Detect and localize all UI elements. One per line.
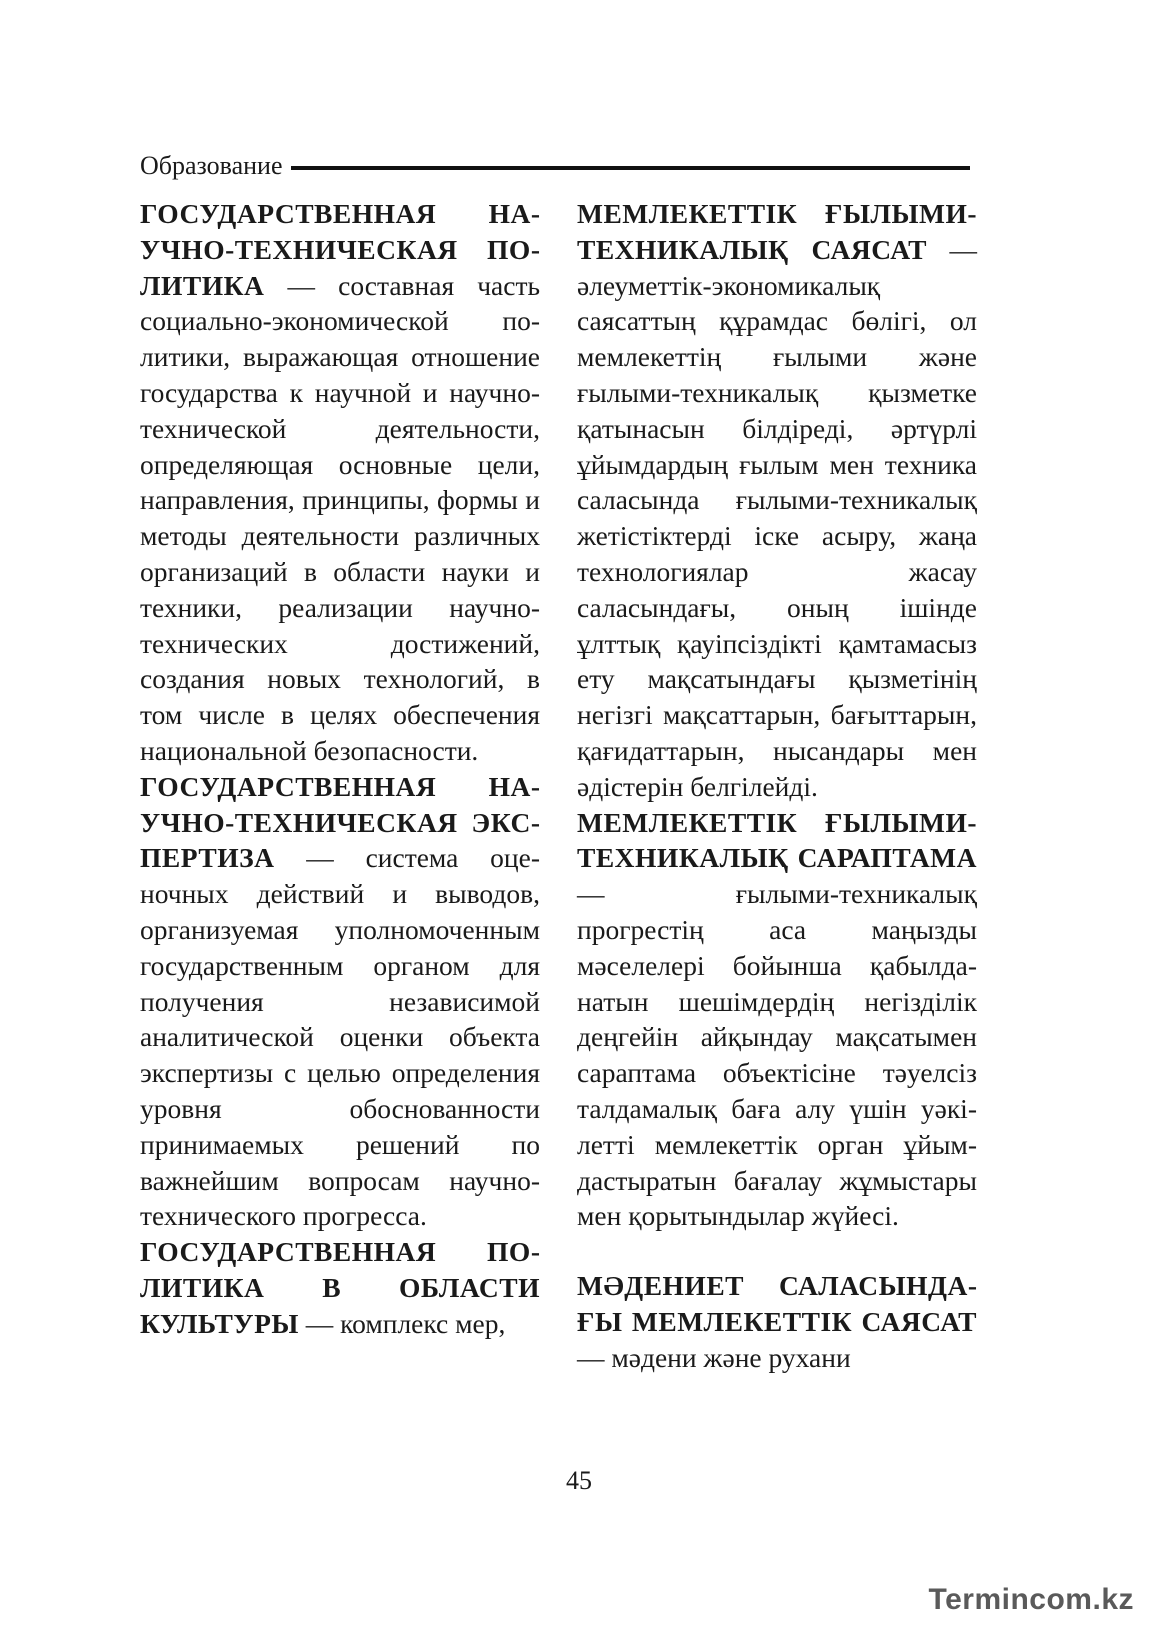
- entry-definition: — ғылыми-техникалық прогрестің аса маңызды мәселелері бойынша қабылданатын шешімдердің негізділік деңгейін айқындау мақсатымен сараптама объектісіне тәуелсіз талдамалық баға алу үшін уәкілетті мемлекеттік орган ұйымдастыратын бағалау жұмыстары мен қорытындылар жүйесі.: [577, 878, 977, 1232]
- section-title: Образование: [140, 151, 283, 180]
- dictionary-entry: [140, 1234, 540, 1341]
- dictionary-entry: [140, 196, 540, 769]
- entry-term: ГОСУДАРСТВЕННАЯ НАУЧНО-ТЕХНИЧЕСКАЯ ПОЛИТИКА: [140, 198, 540, 301]
- entry-definition: — мәдени және рухани: [577, 1341, 851, 1373]
- dictionary-entry: [577, 805, 977, 1235]
- dictionary-entry: [577, 1268, 977, 1375]
- entry-definition: — составная часть социально-экономической политики, выражающая отношение государства к научной и научно-технической деятельности, определяющая основные цели, направления, принципы, формы и методы деятельности различных организаций в области науки и техники, реализации научно-технических достижений, создания новых технологий, в том числе в целях обеспечения национальной безопасности.: [140, 269, 540, 766]
- dictionary-entry: [140, 769, 540, 1234]
- dictionary-entry: [577, 196, 977, 805]
- right-column: [577, 196, 977, 1376]
- entry-term: МӘДЕНИЕТ САЛАСЫНДАҒЫ МЕМЛЕКЕТТІК САЯСАТ: [577, 1270, 977, 1337]
- entry-definition: — әлеуметтік-экономикалық саясаттың құрамдас бөлігі, ол мемлекеттің ғылыми және ғылыми-техникалық қызметке қатынасын білдіреді, әртүрлі ұйымдардың ғылым мен техника саласында ғылыми-техникалық жетістіктерді іске асыру, жаңа технологиялар жасау саласындағы, оның ішінде ұлттық қауіпсіздікті қамтамасыз ету мақсатындағы қызметінің негізгі мақсаттарын, бағыттарын, қағидаттарын, нысандары мен әдістерін белгілейді.: [577, 233, 978, 802]
- left-column: [140, 196, 540, 1342]
- entry-definition: — комплекс мер,: [298, 1307, 506, 1339]
- entry-term: ГОСУДАРСТВЕННАЯ НАУЧНО-ТЕХНИЧЕСКАЯ ЭКСПЕРТИЗА: [140, 770, 540, 874]
- entry-definition: — система оценочных действий и выводов, организуемая уполномоченным государственным органом для получения независимой аналитической оценки объекта экспертизы с целью определения уровня обоснованности принимаемых решений по важнейшим вопросам научнотехнического прогресса.: [140, 842, 540, 1232]
- page-number: 45: [566, 1466, 592, 1495]
- running-header: [140, 146, 970, 186]
- header-rule: [291, 166, 970, 170]
- entry-term: ГОСУДАРСТВЕННАЯ ПОЛИТИКА В ОБЛАСТИ КУЛЬТУРЫ: [140, 1236, 540, 1339]
- entry-term: МЕМЛЕКЕТТІК ҒЫЛЫМИ-ТЕХНИКАЛЫҚ САЯСАТ: [577, 198, 977, 265]
- entry-term: МЕМЛЕКЕТТІК ҒЫЛЫМИ-ТЕХНИКАЛЫҚ САРАПТАМА: [577, 806, 977, 874]
- watermark-logo: Termincom.kz: [928, 1583, 1134, 1616]
